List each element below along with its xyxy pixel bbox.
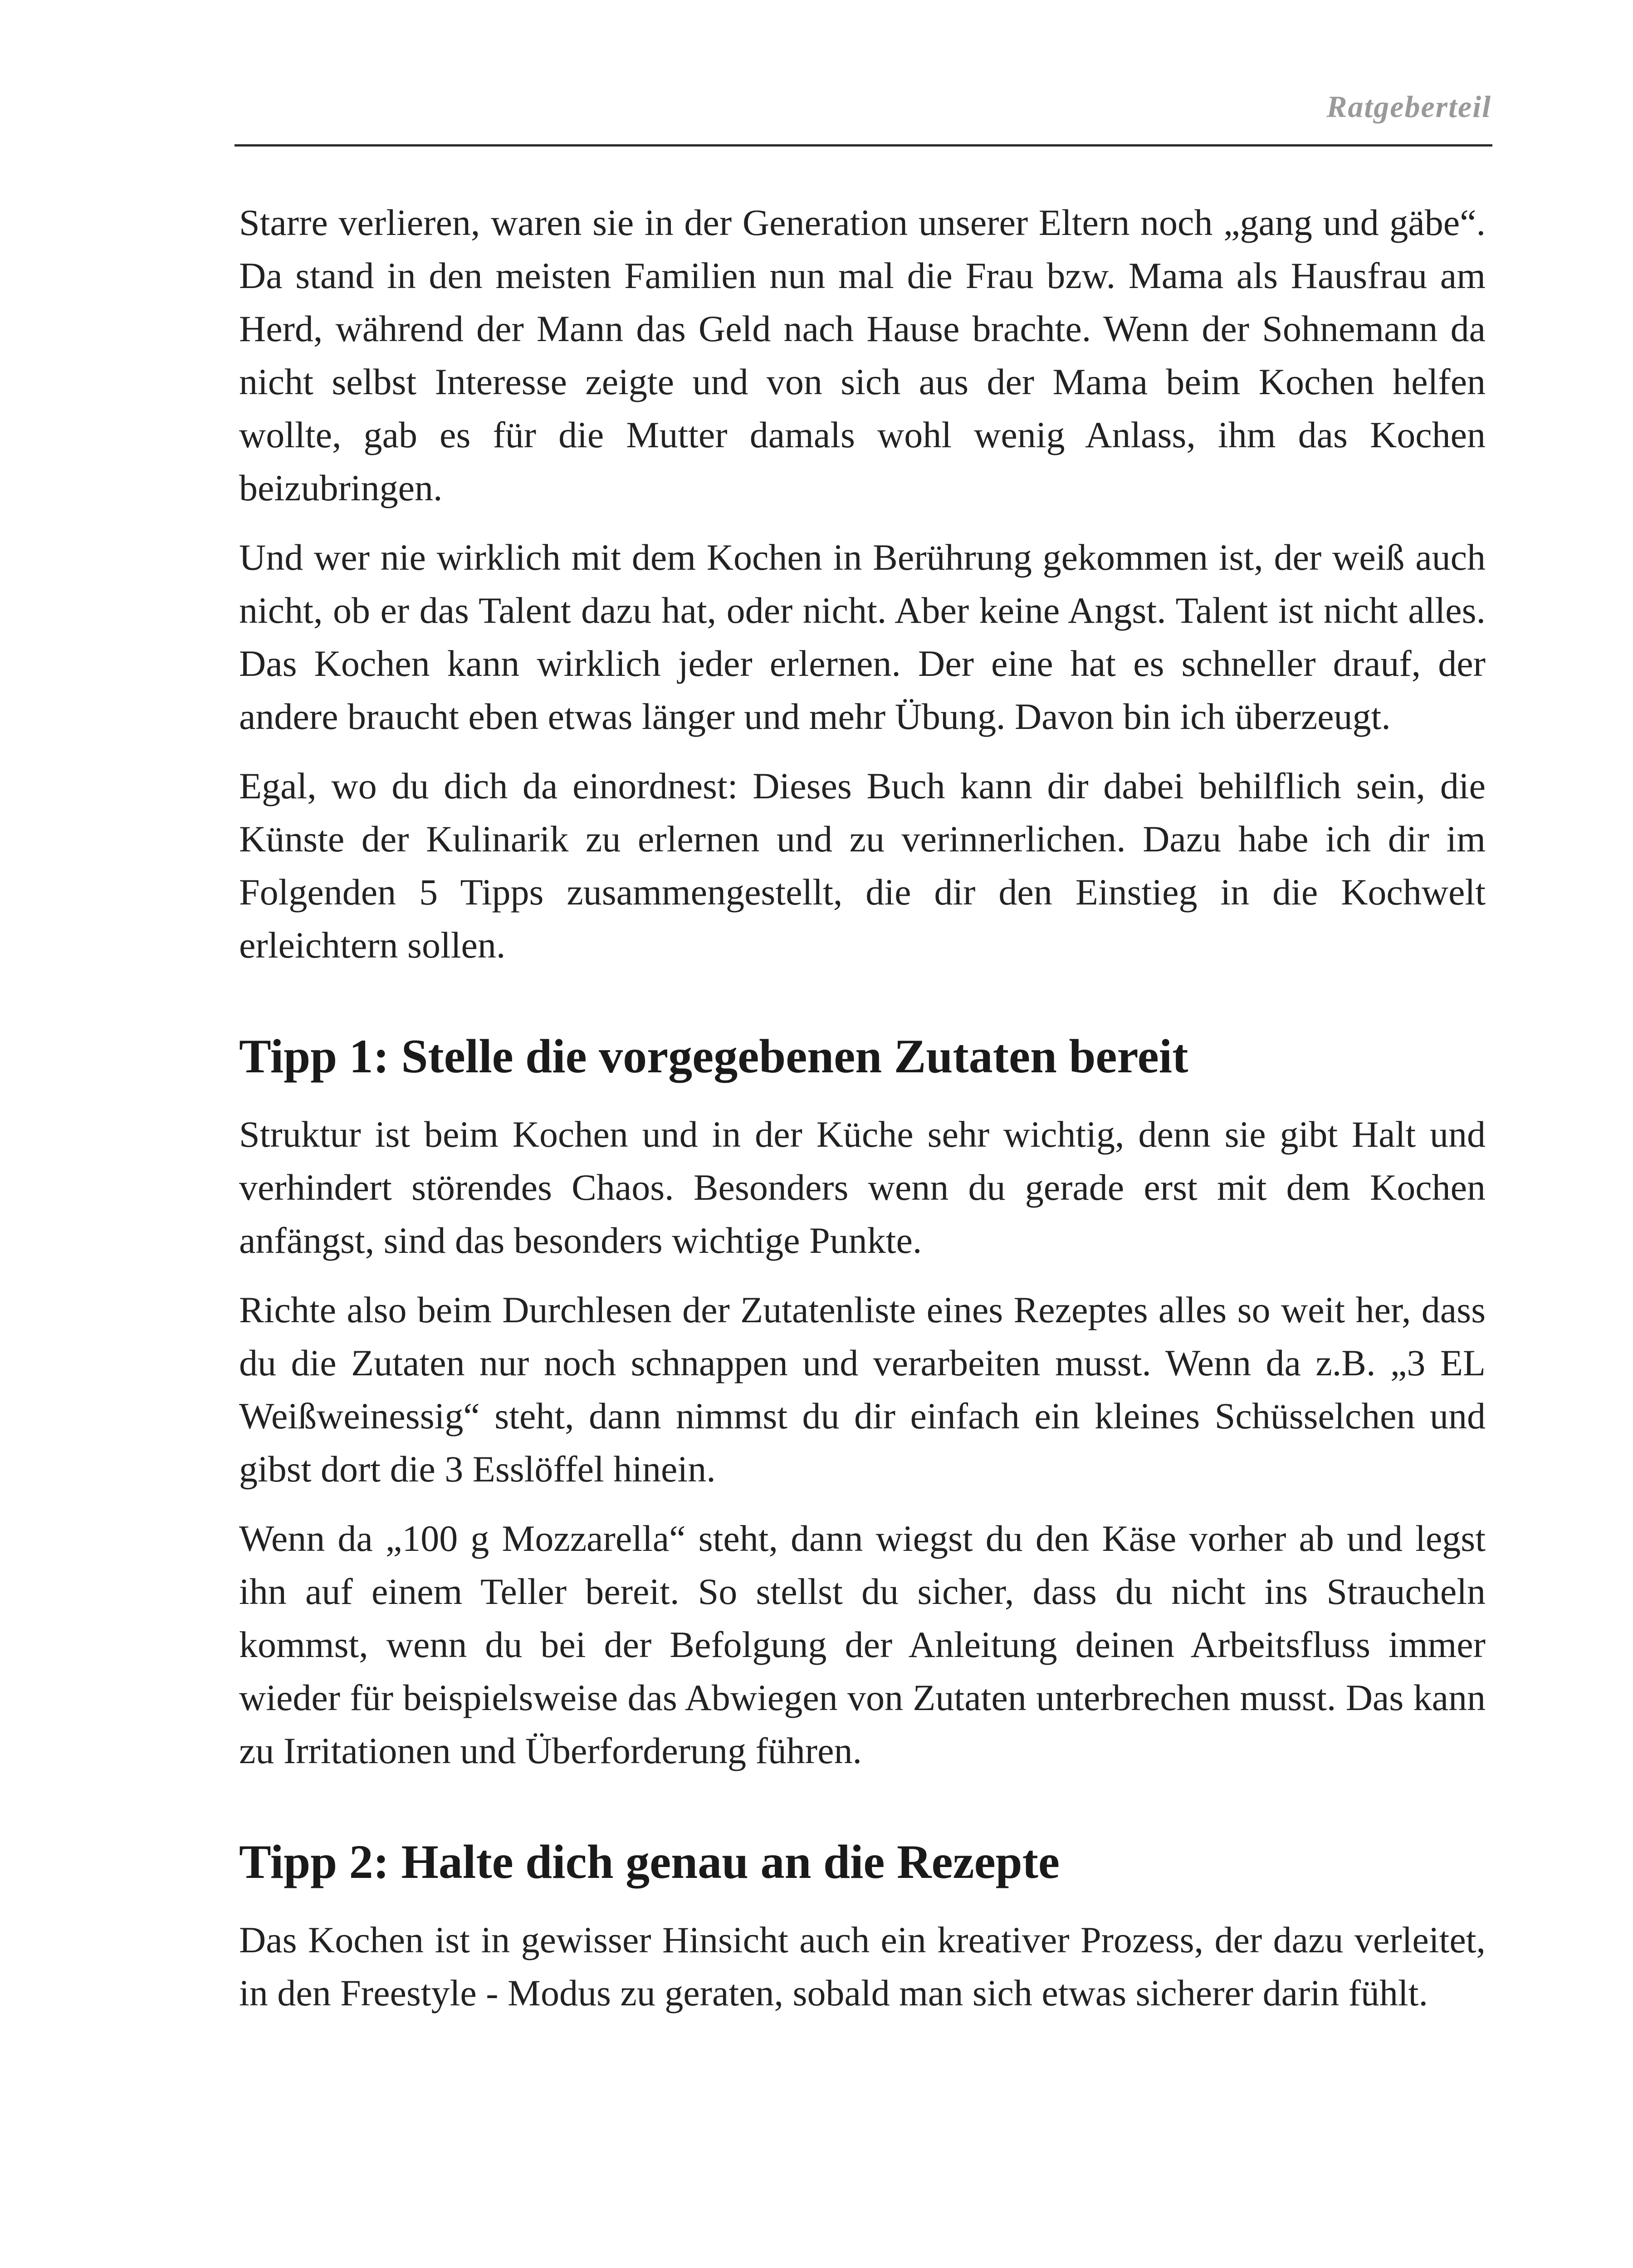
paragraph-1: Starre verlieren, waren sie in der Generation unserer Eltern noch „gang und gäbe“. Da stand in den meisten Familien nun mal die Frau bzw. Mama als Hausfrau am Herd, während der Mann das Geld nach Hause brachte. Wenn der Sohnemann da nicht selbst Interesse zeigte und von sich aus der Mama beim Kochen helfen wollte, gab es für die Mutter damals wohl wenig Anlass, ihm das Kochen beizubringen. bbox=[239, 202, 1486, 508]
running-header: Ratgeberteil bbox=[1326, 89, 1491, 124]
paragraph-2: Und wer nie wirklich mit dem Kochen in Berührung gekommen ist, der weiß auch nicht, ob er das Talent dazu hat, oder nicht. Aber keine Angst. Talent ist nicht alles. Das Kochen kann wirklich jeder erlernen. Der eine hat es schneller drauf, der andere braucht eben etwas länger und mehr Übung. Davon bin ich überzeugt. bbox=[239, 537, 1486, 737]
paragraph-3: Egal, wo du dich da einordnest: Dieses Buch kann dir dabei behilflich sein, die Künste der Kulinarik zu erlernen und zu verinnerlichen. Dazu habe ich dir im Folgenden 5 Tipps zusammengestellt, die dir den Einstieg in die Kochwelt erleichtern sollen. bbox=[239, 765, 1486, 966]
paragraph-6: Wenn da „100 g Mozzarella“ steht, dann wiegst du den Käse vorher ab und legst ihn auf einem Teller bereit. So stellst du sicher, dass du nicht ins Straucheln kommst, wenn du bei der Befolgung der Anleitung deinen Arbeitsfluss immer wieder für beispielsweise das Abwiegen von Zutaten unterbrechen musst. Das kann zu Irritationen und Überforderung führen. bbox=[239, 1518, 1486, 1771]
page-body bbox=[239, 196, 1486, 2036]
header-divider bbox=[235, 144, 1492, 147]
paragraph-5: Richte also beim Durchlesen der Zutatenliste eines Rezeptes alles so weit her, dass du die Zutaten nur noch schnappen und verarbeiten musst. Wenn da z.B. „3 EL Weißweinessig“ steht, dann nimmst du dir einfach ein kleines Schüsselchen und gibst dort die 3 Esslöffel hinein. bbox=[239, 1289, 1486, 1490]
section-heading-tipp-1: Tipp 1: Stelle die vorgegebenen Zutaten bereit bbox=[239, 1030, 1188, 1083]
section-heading-tipp-2: Tipp 2: Halte dich genau an die Rezepte bbox=[239, 1835, 1060, 1888]
paragraph-4: Struktur ist beim Kochen und in der Küche sehr wichtig, denn sie gibt Halt und verhindert störendes Chaos. Besonders wenn du gerade erst mit dem Kochen anfängst, sind das besonders wichtige Punkte. bbox=[239, 1114, 1486, 1261]
paragraph-7: Das Kochen ist in gewisser Hinsicht auch ein kreativer Prozess, der dazu verleitet, in den Freestyle - Modus zu geraten, sobald man sich etwas sicherer darin fühlt. bbox=[239, 1919, 1486, 2014]
